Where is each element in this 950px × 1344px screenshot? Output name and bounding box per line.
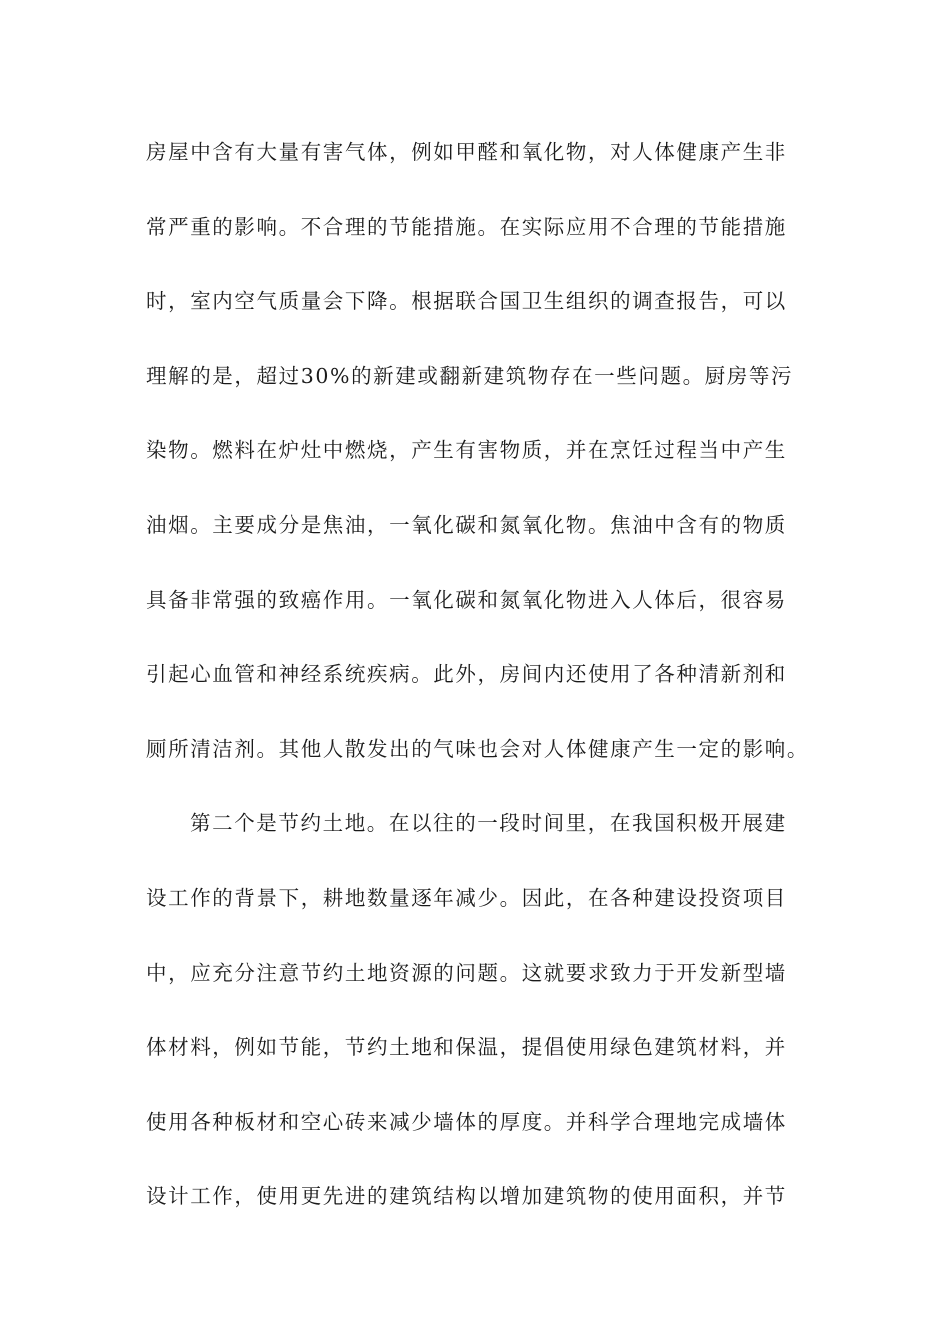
- paragraph-land-saving: [146, 799, 806, 1247]
- text-line: 设工作的背景下，耕地数量逐年减少。因此，在各种建设投资项目: [146, 885, 787, 910]
- text-line: 中，应充分注意节约土地资源的问题。这就要求致力于开发新型墙: [146, 960, 787, 985]
- text-line: 染物。燃料在炉灶中燃烧，产生有害物质，并在烹饪过程当中产生: [146, 438, 787, 463]
- text-line: 体材料，例如节能，节约土地和保温，提倡使用绿色建筑材料，并: [146, 1035, 787, 1060]
- paragraph-indoor-pollution: [146, 128, 809, 799]
- text-line: 理解的是，超过30%的新建或翻新建筑物存在一些问题。厨房等污: [146, 363, 794, 388]
- text-line: 常严重的影响。不合理的节能措施。在实际应用不合理的节能措施: [146, 214, 787, 239]
- text-line: 具备非常强的致癌作用。一氧化碳和氮氧化物进入人体后，很容易: [146, 587, 787, 612]
- text-line: 房屋中含有大量有害气体，例如甲醛和氧化物，对人体健康产生非: [146, 140, 787, 164]
- text-line: 厕所清洁剂。其他人散发出的气味也会对人体健康产生一定的影响。: [146, 736, 809, 761]
- text-line: 时，室内空气质量会下降。根据联合国卫生组织的调查报告，可以: [146, 289, 787, 314]
- body-text: [146, 128, 809, 1247]
- text-line: 油烟。主要成分是焦油，一氧化碳和氮氧化物。焦油中含有的物质: [146, 512, 787, 537]
- text-line: 引起心血管和神经系统疾病。此外，房间内还使用了各种清新剂和: [146, 662, 787, 687]
- text-line: 使用各种板材和空心砖来减少墙体的厚度。并科学合理地完成墙体: [146, 1109, 787, 1134]
- text-line: 设计工作，使用更先进的建筑结构以增加建筑物的使用面积，并节: [146, 1184, 787, 1209]
- text-line-first-indented: 第二个是节约土地。在以往的一段时间里，在我国积极开展建: [190, 811, 787, 836]
